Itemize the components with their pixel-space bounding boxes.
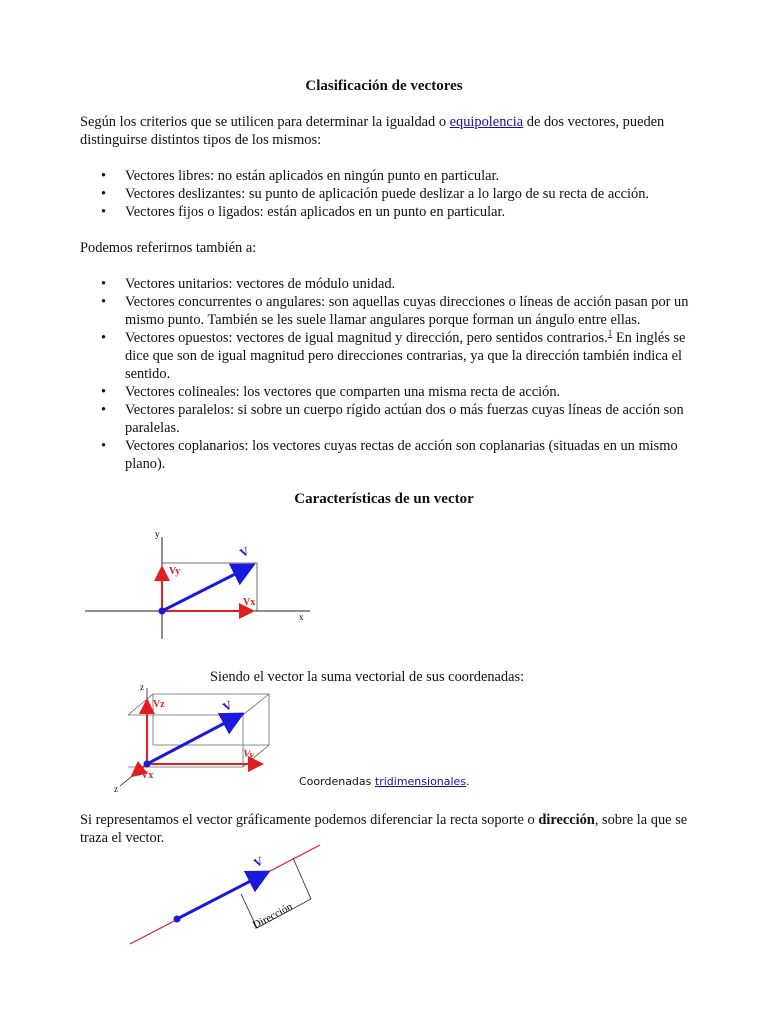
direction-label: Dirección	[250, 900, 295, 932]
v3d-arrow	[147, 714, 242, 764]
intro-text-3: distinguirse distintos tipos de los mismos:	[80, 132, 322, 148]
vz-label: Vz	[153, 699, 165, 710]
v-label: V	[237, 543, 252, 561]
direccion-bold: dirección	[538, 812, 595, 828]
more-types-list	[80, 275, 760, 473]
caption: Coordenadas tridimensionales.	[299, 775, 470, 788]
direction-diagram	[125, 842, 325, 952]
tridimensionales-link[interactable]: tridimensionales	[374, 775, 467, 788]
direction-paragraph: Si representamos el vector gráficamente podemos diferenciar la recta soporte o dirección, sobre la que se traza el vector.	[80, 812, 688, 846]
vector-2d-diagram	[85, 527, 325, 642]
vector-arrow	[177, 872, 268, 919]
vector-3d-diagram	[112, 680, 282, 795]
footnote-link[interactable]: 1	[607, 328, 613, 339]
list-item: • Vectores libres: no están aplicados en ningún punto en particular.	[80, 167, 740, 185]
list-item: • Vectores paralelos: si sobre un cuerpo rígido actúan dos o más fuerzas cuyas líneas de acción son paralelas.	[80, 401, 760, 437]
vx-label: Vx	[243, 597, 256, 608]
equipolencia-link[interactable]: equipolencia	[449, 114, 524, 130]
vector-types-list	[80, 167, 740, 221]
v3d-label: V	[220, 697, 235, 715]
vy-label: Vy	[169, 566, 181, 577]
sum-text: Siendo el vector la suma vectorial de sus coordenadas:	[210, 669, 525, 685]
list-item: • Vectores coplanarios: los vectores cuyas rectas de acción son coplanarias (situadas en un mismo plano).	[80, 437, 760, 473]
origin-point	[159, 608, 166, 615]
section-title: Características de un vector	[294, 491, 474, 507]
list-item: • Vectores unitarios: vectores de módulo unidad.	[80, 275, 760, 293]
list-item: • Vectores deslizantes: su punto de aplicación puede deslizar a lo largo de su recta de acción.	[80, 185, 740, 203]
intro-text-2: de dos vectores, pueden	[523, 114, 665, 130]
x-axis-label: x	[299, 612, 304, 622]
y-axis-label: y	[155, 529, 160, 539]
intro-text-1: Según los criterios que se utilicen para determinar la igualdad o	[80, 114, 450, 130]
also-paragraph: Podemos referirnos también a:	[80, 240, 257, 256]
page-title: Clasificación de vectores	[305, 78, 463, 94]
list-item: • Vectores colineales: los vectores que comparten una misma recta de acción.	[80, 383, 760, 401]
list-item: • Vectores concurrentes o angulares: son aquellas cuyas direcciones o líneas de acción pasan por un mismo punto. También se les suele llamar angulares porque forman un ángulo entre ellas.	[80, 293, 760, 329]
z2-axis-label: z	[114, 784, 118, 794]
vy3d-label: Vy	[241, 748, 256, 762]
list-item: • Vectores fijos o ligados: están aplicados en un punto en particular.	[80, 203, 740, 221]
z-axis-label: z	[140, 682, 144, 692]
application-point	[174, 916, 181, 923]
list-item: • Vectores opuestos: vectores de igual magnitud y dirección, pero sentidos contrarios.$^1$ En inglés se dice que son de igual magnitud pero direcciones contrarias, ya que la dirección también indica el sentido.	[80, 329, 760, 383]
vector-label: V	[251, 853, 266, 871]
intro-paragraph	[80, 113, 720, 149]
origin-point-3d	[144, 761, 151, 768]
vx3d-label: Vx	[141, 770, 154, 781]
